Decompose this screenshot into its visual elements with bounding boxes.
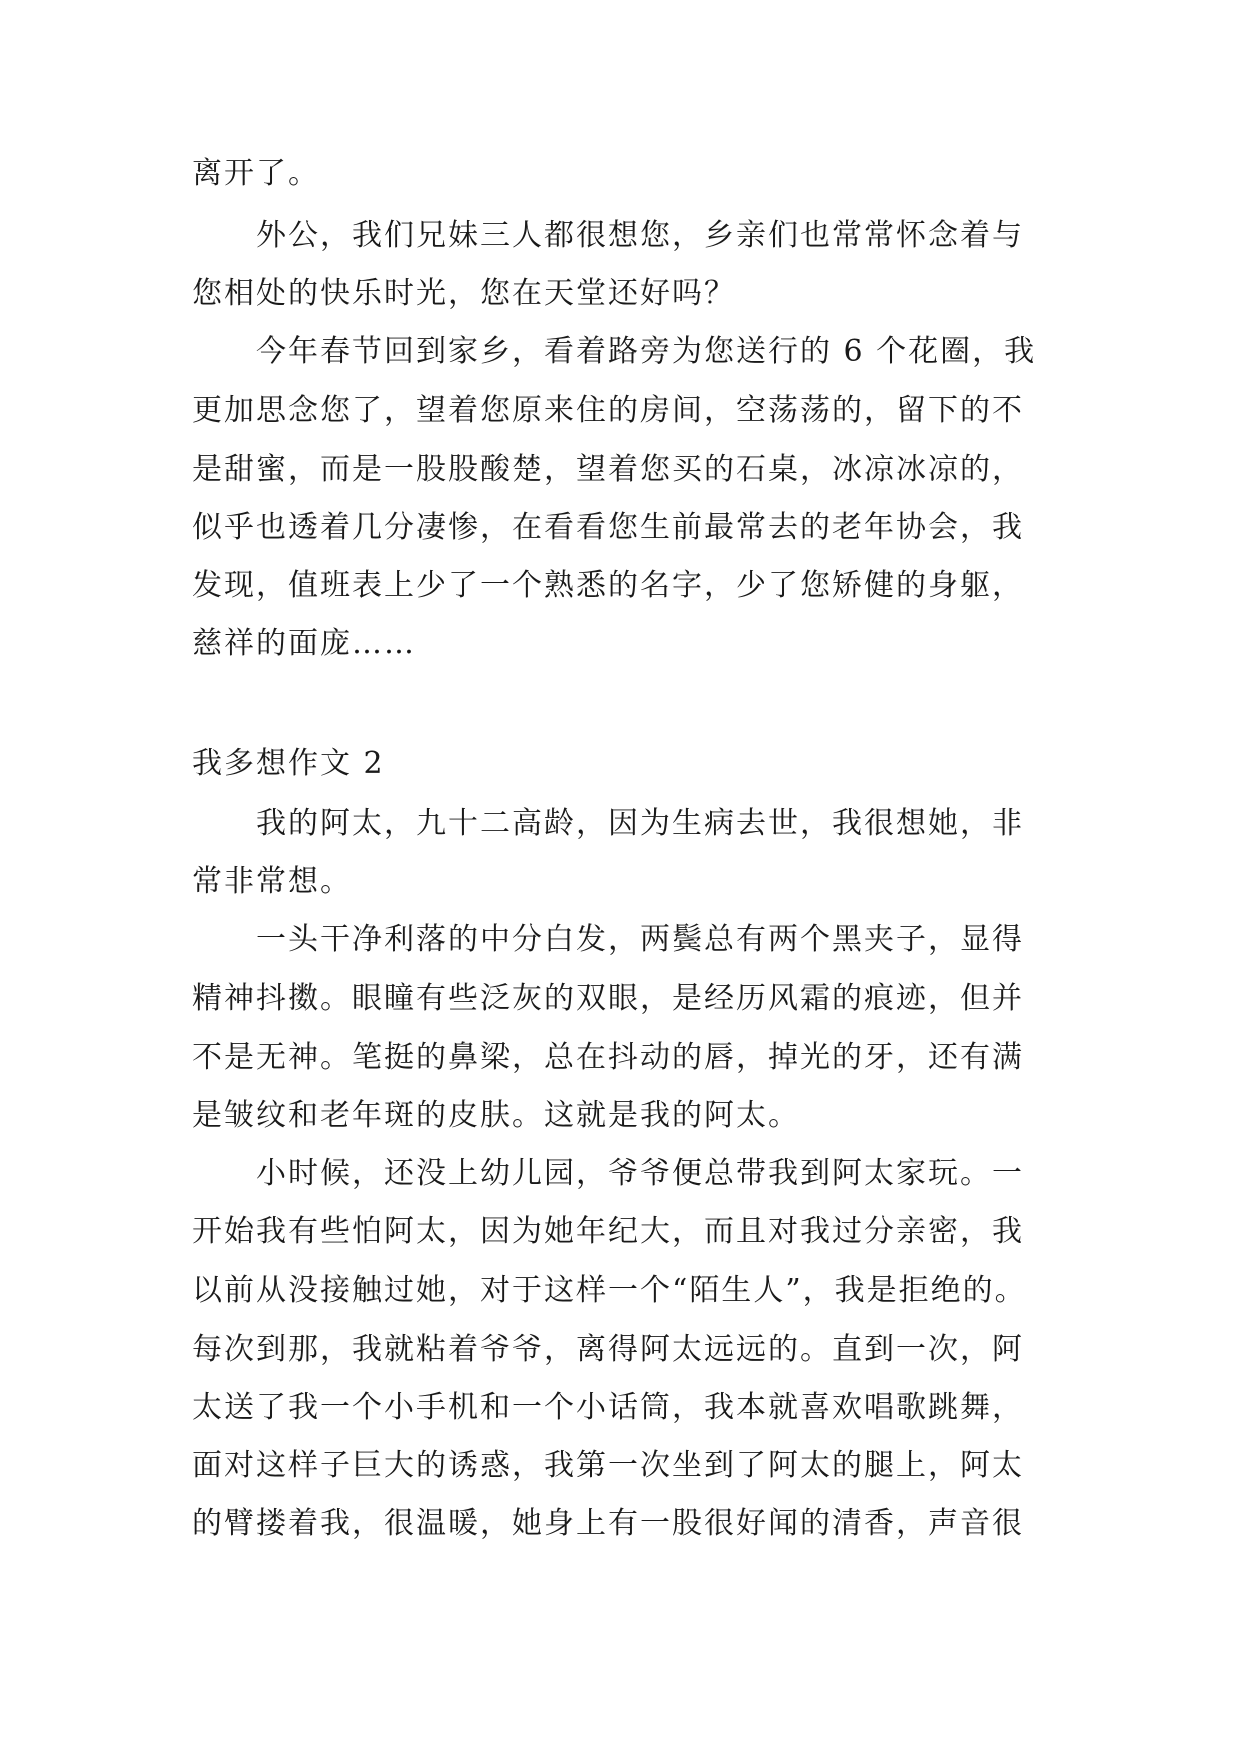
text-line: 我的阿太，九十二高龄，因为生病去世，我很想她，非 — [256, 806, 1024, 841]
text-line: 常非常想。 — [192, 864, 352, 899]
text-line: 慈祥的面庞…… — [192, 626, 416, 661]
text-line: 更加思念您了，望着您原来住的房间，空荡荡的，留下的不 — [192, 393, 1024, 428]
text-line: 太送了我一个小手机和一个小话筒，我本就喜欢唱歌跳舞， — [192, 1390, 1024, 1425]
section-heading: 我多想作文 2 — [192, 746, 385, 781]
text-line: 面对这样子巨大的诱惑，我第一次坐到了阿太的腿上，阿太 — [192, 1448, 1024, 1483]
text-line: 开始我有些怕阿太，因为她年纪大，而且对我过分亲密，我 — [192, 1214, 1024, 1249]
text-line: 的臂搂着我，很温暖，她身上有一股很好闻的清香，声音很 — [192, 1506, 1024, 1541]
text-line: 一头干净利落的中分白发，两鬓总有两个黑夹子，显得 — [256, 922, 1024, 957]
text-line: 小时候，还没上幼儿园，爷爷便总带我到阿太家玩。一 — [256, 1156, 1024, 1191]
text-line: 精神抖擞。眼瞳有些泛灰的双眼，是经历风霜的痕迹，但并 — [192, 981, 1024, 1016]
text-line: 是皱纹和老年斑的皮肤。这就是我的阿太。 — [192, 1098, 800, 1133]
text-line: 以前从没接触过她，对于这样一个“陌生人”，我是拒绝的。 — [192, 1273, 1027, 1308]
text-line: 不是无神。笔挺的鼻梁，总在抖动的唇，掉光的牙，还有满 — [192, 1040, 1024, 1075]
text-line: 似乎也透着几分凄惨，在看看您生前最常去的老年协会，我 — [192, 510, 1024, 545]
text-line: 发现，值班表上少了一个熟悉的名字，少了您矫健的身躯， — [192, 568, 1024, 603]
text-line: 离开了。 — [192, 156, 320, 191]
text-line: 外公，我们兄妹三人都很想您，乡亲们也常常怀念着与 — [256, 218, 1024, 253]
text-line: 您相处的快乐时光，您在天堂还好吗？ — [192, 276, 736, 311]
text-line: 每次到那，我就粘着爷爷，离得阿太远远的。直到一次，阿 — [192, 1332, 1024, 1367]
text-line: 今年春节回到家乡，看着路旁为您送行的 6 个花圈，我 — [256, 334, 1037, 369]
text-line: 是甜蜜，而是一股股酸楚，望着您买的石桌，冰凉冰凉的， — [192, 452, 1024, 487]
